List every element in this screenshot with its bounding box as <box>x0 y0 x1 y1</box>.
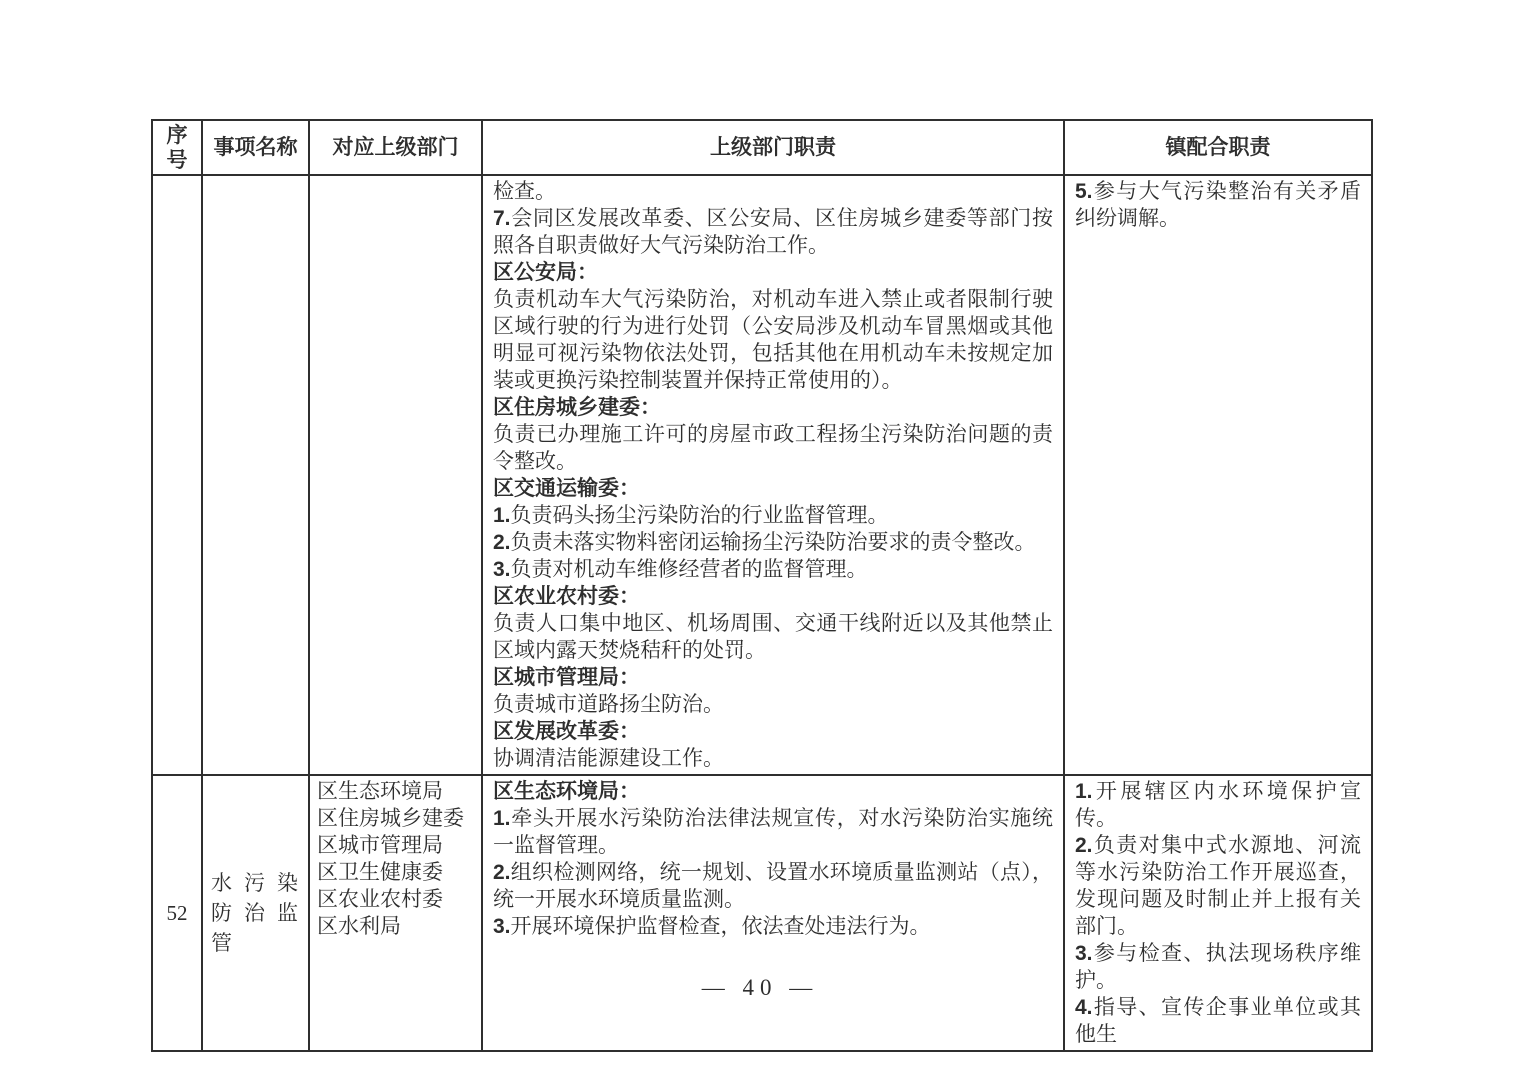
serial-cell <box>152 175 202 775</box>
duty-paragraph: 1.开展辖区内水环境保护宣传。 <box>1075 779 1361 830</box>
duty-number: 4. <box>1075 996 1093 1019</box>
duty-number: 2. <box>493 861 511 884</box>
department-name: 区住房城乡建委 <box>317 806 464 830</box>
duty-number: 1. <box>493 504 511 527</box>
department-name: 区生态环境局 <box>317 779 443 803</box>
department-heading: 区城市管理局： <box>493 666 640 689</box>
table-row <box>152 175 1372 775</box>
town-duties-cell <box>1064 775 1372 1051</box>
duty-number: 1. <box>1075 780 1093 803</box>
department-name: 区水利局 <box>317 914 401 938</box>
duty-paragraph: 4.指导、宣传企事业单位或其他生 <box>1075 995 1361 1046</box>
duty-paragraph: 1.牵头开展水污染防治法律法规宣传，对水污染防治实施统一监督管理。 <box>493 806 1053 857</box>
duty-paragraph: 3.开展环境保护监督检查，依法查处违法行为。 <box>493 914 931 938</box>
responsibility-table <box>151 119 1373 1052</box>
superior-duties-cell <box>482 175 1064 775</box>
duty-paragraph: 3.参与检查、执法现场秩序维护。 <box>1075 941 1361 992</box>
serial-cell: 52 <box>152 775 202 1051</box>
duty-paragraph: 3.负责对机动车维修经营者的监督管理。 <box>493 557 868 581</box>
department-heading: 区农业农村委： <box>493 585 640 608</box>
duty-number: 5. <box>1075 180 1093 203</box>
item-name-cell: 水污染防治监管 <box>202 775 309 1051</box>
department-heading: 区生态环境局： <box>493 780 640 803</box>
departments-cell <box>309 175 482 775</box>
header-serial-number: 序号 <box>152 120 202 175</box>
department-heading: 区发展改革委： <box>493 720 640 743</box>
duty-number: 7. <box>493 207 511 230</box>
duty-paragraph: 7.会同区发展改革委、区公安局、区住房城乡建委等部门按照各自职责做好大气污染防治工作。 <box>493 206 1053 257</box>
department-name: 区卫生健康委 <box>317 860 443 884</box>
department-name: 区农业农村委 <box>317 887 443 911</box>
duty-paragraph: 2.组织检测网络，统一规划、设置水环境质量监测站（点），统一开展水环境质量监测。 <box>493 860 1053 911</box>
duty-paragraph: 检查。 <box>493 179 556 203</box>
town-duties-cell <box>1064 175 1372 775</box>
duty-paragraph: 负责城市道路扬尘防治。 <box>493 692 724 716</box>
duty-number: 3. <box>493 558 511 581</box>
table-header-row <box>152 120 1372 175</box>
duty-paragraph: 负责人口集中地区、机场周围、交通干线附近以及其他禁止区域内露天焚烧秸秆的处罚。 <box>493 611 1053 662</box>
duty-paragraph: 负责已办理施工许可的房屋市政工程扬尘污染防治问题的责令整改。 <box>493 422 1053 473</box>
table-body <box>152 175 1372 1051</box>
duty-paragraph: 1.负责码头扬尘污染防治的行业监督管理。 <box>493 503 889 527</box>
item-name-cell <box>202 175 309 775</box>
duty-number: 3. <box>1075 942 1093 965</box>
header-item-name: 事项名称 <box>202 120 309 175</box>
department-heading: 区公安局： <box>493 261 598 284</box>
duty-number: 2. <box>1075 834 1093 857</box>
duty-paragraph: 2.负责对集中式水源地、河流等水污染防治工作开展巡查，发现问题及时制止并上报有关部门。 <box>1075 833 1361 938</box>
superior-duties-cell <box>482 775 1064 1051</box>
duty-number: 1. <box>493 807 511 830</box>
department-name: 区城市管理局 <box>317 833 443 857</box>
header-town-duties: 镇配合职责 <box>1064 120 1372 175</box>
table-row <box>152 775 1372 1051</box>
duty-number: 3. <box>493 915 511 938</box>
departments-cell <box>309 775 482 1051</box>
department-heading: 区住房城乡建委： <box>493 396 661 419</box>
page-number: — 40 — <box>701 975 819 1000</box>
duty-paragraph: 协调清洁能源建设工作。 <box>493 746 724 770</box>
duty-number: 2. <box>493 531 511 554</box>
header-superior-department: 对应上级部门 <box>309 120 482 175</box>
duty-paragraph: 负责机动车大气污染防治，对机动车进入禁止或者限制行驶区域行驶的行为进行处罚（公安局涉及机动车冒黑烟或其他明显可视污染物依法处罚，包括其他在用机动车未按规定加装或更换污染控制装置并保持正常使用的）。 <box>493 287 1053 392</box>
duty-paragraph: 2.负责未落实物料密闭运输扬尘污染防治要求的责令整改。 <box>493 530 1036 554</box>
department-heading: 区交通运输委： <box>493 477 640 500</box>
duty-paragraph: 5.参与大气污染整治有关矛盾纠纷调解。 <box>1075 179 1361 230</box>
header-superior-duties: 上级部门职责 <box>482 120 1064 175</box>
